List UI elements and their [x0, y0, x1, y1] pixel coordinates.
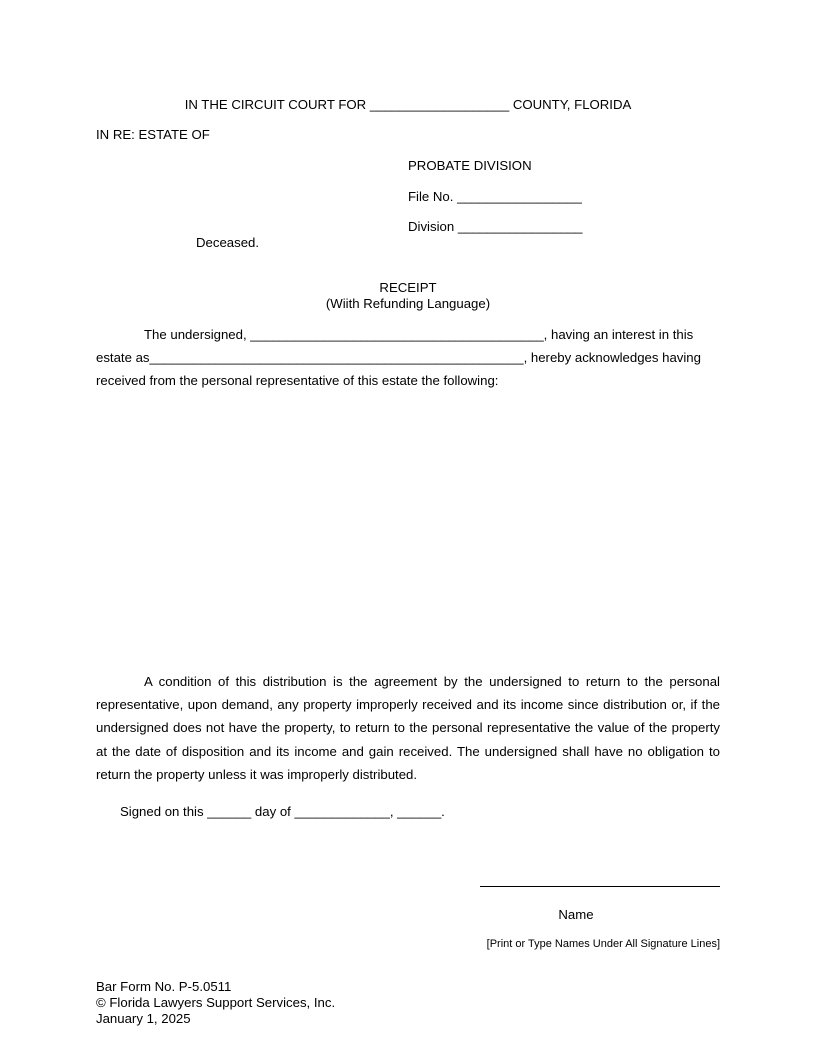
division-field: Division _________________ [408, 219, 583, 234]
intro-line-1: The undersigned, ________________________________________, having an interest in this [144, 327, 694, 342]
footer-form-number: Bar Form No. P-5.0511 [96, 979, 232, 994]
signature-instruction: [Print or Type Names Under All Signature Lines] [486, 938, 720, 950]
footer-date: January 1, 2025 [96, 1011, 191, 1026]
intro-line-2: estate as___________________________________________________, hereby acknowledges having [96, 350, 701, 366]
intro-paragraph [96, 323, 720, 393]
signature-name-label: Name [558, 907, 594, 922]
in-re-estate-label: IN RE: ESTATE OF [96, 127, 210, 142]
file-number-field: File No. _________________ [408, 189, 582, 204]
intro-line-3: received from the personal representative of this estate the following: [96, 373, 499, 389]
probate-division-label: PROBATE DIVISION [408, 158, 532, 173]
signed-on-line: Signed on this ______ day of _____________, ______. [120, 804, 445, 819]
signature-line [480, 886, 720, 887]
deceased-label: Deceased. [196, 235, 260, 250]
court-heading: IN THE CIRCUIT COURT FOR ___________________ COUNTY, FLORIDA [184, 97, 632, 112]
document-subtitle: (Wiith Refunding Language) [325, 296, 491, 311]
refund-condition-paragraph: A condition of this distribution is the agreement by the undersigned to return to the personal representative, upon demand, any property improperly received and its income since distribution or, if the undersigned does not have the property, to return to the personal representative the value of the property at the date of disposition and its income and gain received. The undersigned shall have no obligation to return the property unless it was improperly distributed. [96, 674, 720, 782]
footer-copyright: © Florida Lawyers Support Services, Inc. [96, 995, 336, 1010]
document-title: RECEIPT [379, 280, 437, 295]
